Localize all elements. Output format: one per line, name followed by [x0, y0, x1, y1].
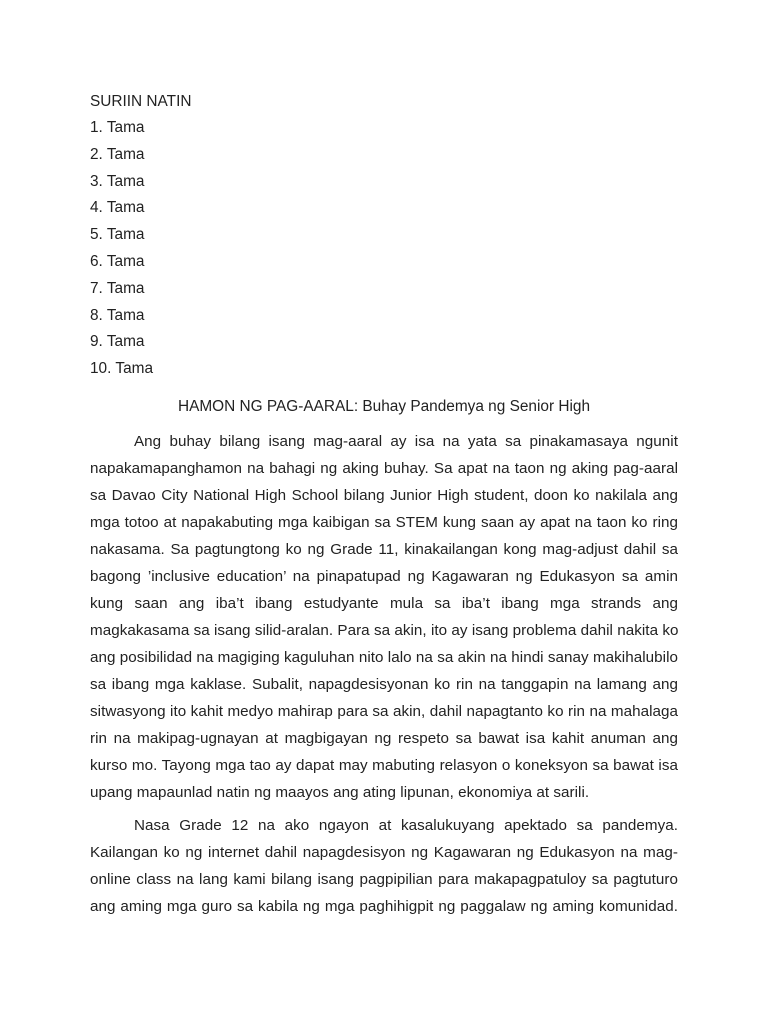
text-line: Nasa Grade 12 na ako ngayon at kasalukuyang apektado sa pandemya.	[134, 817, 678, 834]
answer-item: 3. Tama	[90, 172, 145, 190]
answer-item: 9. Tama	[90, 333, 145, 351]
text-line: napakamapanghamon na bahagi ng aking buhay. Sa apat na taon ng aking pag-aaral	[90, 460, 678, 477]
answer-item: 8. Tama	[90, 306, 145, 324]
answer-item: 1. Tama	[90, 119, 145, 136]
text-line: magkakasama sa isang silid-aralan. Para sa akin, ito ay isang problema dahil nakita ko	[90, 622, 679, 639]
text-line: ang aming mga guro sa kabila ng mga paghihigpit ng paggalaw ng aming komunidad.	[90, 898, 678, 915]
answer-list	[90, 118, 153, 386]
text-line: kurso mo. Tayong mga tao ay dapat may mabuting relasyon o koneksyon sa bawat isa	[90, 757, 678, 774]
text-line: mga totoo at napakabuting mga kaibigan sa STEM kung saan ay apat na taon ko ring	[90, 514, 678, 531]
text-line: sa Davao City National High School bilang Junior High student, doon ko nakilala ang	[90, 487, 678, 504]
essay-paragraph	[90, 428, 678, 806]
text-line: nakasama. Sa pagtungtong ko ng Grade 11, kinakailangan kong mag-adjust dahil sa	[90, 541, 678, 558]
text-line: online class na lang kami bilang isang pagpipilian para makapagpatuloy sa pagtuturo	[90, 871, 678, 888]
text-line: ang posibilidad na magiging kaguluhan nito lalo na sa akin na hindi sanay makihalubilo	[90, 649, 678, 666]
answer-item: 2. Tama	[90, 145, 145, 163]
text-line: upang mapaunlad natin ng maayos ang ating lipunan, ekonomiya at sarili.	[90, 784, 590, 801]
essay-body	[90, 428, 678, 926]
text-line: sa ibang mga kaklase. Subalit, napagdesisyonan ko rin na tanggapin na lamang ang	[90, 676, 678, 693]
answer-item: 10. Tama	[90, 360, 154, 378]
text-line: sitwasyong ito kahit medyo mahirap para sa akin, dahil napagtanto ko rin na mahalaga	[90, 703, 678, 720]
text-line: bagong ’inclusive education’ na pinapatupad ng Kagawaran ng Edukasyon sa amin	[90, 568, 678, 585]
text-line: Ang buhay bilang isang mag-aaral ay isa na yata sa pinakamasaya ngunit	[134, 433, 678, 450]
text-line: kung saan ang iba’t ibang estudyante mula sa iba’t ibang mga strands ang	[90, 595, 678, 612]
text-line: Kailangan ko ng internet dahil napagdesisyon ng Kagawaran ng Edukasyon na mag-	[90, 844, 678, 861]
essay-paragraph	[90, 812, 678, 920]
answer-item: 7. Tama	[90, 279, 145, 297]
answer-item: 6. Tama	[90, 252, 145, 270]
answer-item: 4. Tama	[90, 199, 145, 217]
section-heading: SURIIN NATIN	[90, 93, 192, 110]
text-line: rin na makipag-ugnayan at magbigayan ng respeto sa bawat isa kahit anuman ang	[90, 730, 678, 747]
answer-item: 5. Tama	[90, 226, 145, 244]
essay-title: HAMON NG PAG-AARAL: Buhay Pandemya ng Senior High	[177, 398, 590, 415]
